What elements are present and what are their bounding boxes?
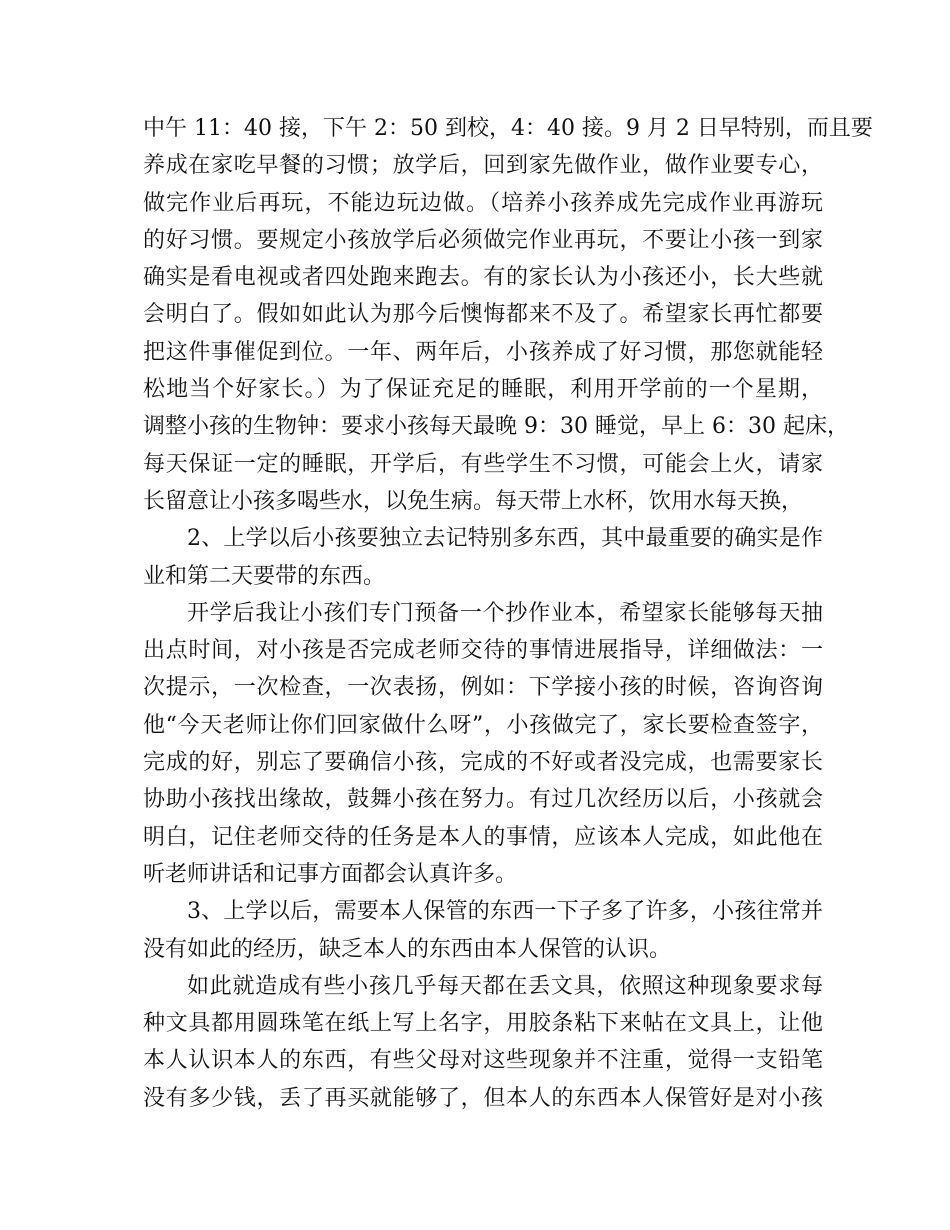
text-line: 本人认识本人的东西，有些父母对这些现象并不注重，觉得一支铅笔 — [143, 1048, 823, 1074]
text-line: 如此就造成有些小孩几乎每天都在丢文具，依照这种现象要求每 — [187, 973, 823, 999]
text-line: 种文具都用圆珠笔在纸上写上名字，用胶条粘下来帖在文具上，让他 — [143, 1011, 823, 1037]
text-line: 松地当个好家长。）为了保证充足的睡眠，利用开学前的一个星期， — [143, 377, 823, 403]
text-line: 养成在家吃早餐的习惯；放学后，回到家先做作业，做作业要专心， — [143, 153, 823, 179]
text-line: 听老师讲话和记事方面都会认真许多。 — [143, 861, 518, 887]
text-line: 次提示，一次检查，一次表扬，例如：下学接小孩的时候，咨询咨询 — [143, 675, 823, 701]
text-line: 没有多少钱，丢了再买就能够了，但本人的东西本人保管好是对小孩 — [143, 1085, 823, 1111]
text-line: 开学后我让小孩们专门预备一个抄作业本，希望家长能够每天抽 — [187, 600, 823, 626]
text-line: 2、上学以后小孩要独立去记特别多东西，其中最重要的确实是作 — [187, 526, 823, 552]
text-line: 出点时间，对小孩是否完成老师交待的事情进展指导，详细做法：一 — [143, 638, 823, 664]
text-line: 把这件事催促到位。一年、两年后，小孩养成了好习惯，那您就能轻 — [143, 339, 823, 365]
text-line: 中午 11：40 接，下午 2：50 到校，4：40 接。9 月 2 日早特别，而且要 — [143, 116, 873, 141]
text-line: 他“今天老师让你们回家做什么呀”，小孩做完了，家长要检查签字， — [143, 712, 823, 738]
text-line: 没有如此的经历，缺乏本人的东西由本人保管的认识。 — [143, 936, 672, 962]
text-line: 的好习惯。要规定小孩放学后必须做完作业再玩，不要让小孩一到家 — [143, 227, 823, 253]
text-line: 完成的好，别忘了要确信小孩，完成的不好或者没完成，也需要家长 — [143, 750, 823, 776]
text-line: 调整小孩的生物钟：要求小孩每天最晚 9：30 睡觉，早上 6：30 起床， — [143, 414, 849, 440]
text-line: 每天保证一定的睡眠，开学后，有些学生不习惯，可能会上火，请家 — [143, 451, 823, 477]
text-line: 协助小孩找出缘故，鼓舞小孩在努力。有过几次经历以后，小孩就会 — [143, 787, 823, 813]
body-text — [143, 110, 873, 1117]
text-line: 会明白了。假如如此认为那今后懊悔都来不及了。希望家长再忙都要 — [143, 302, 823, 328]
text-line: 3、上学以后，需要本人保管的东西一下子多了许多，小孩往常并 — [187, 899, 823, 925]
text-line: 做完作业后再玩，不能边玩边做。（培养小孩养成先完成作业再游玩 — [143, 190, 823, 216]
text-line: 长留意让小孩多喝些水，以免生病。每天带上水杯，饮用水每天换， — [143, 488, 804, 514]
text-line: 确实是看电视或者四处跑来跑去。有的家长认为小孩还小，长大些就 — [143, 265, 823, 291]
text-line: 业和第二天要带的东西。 — [143, 563, 386, 589]
text-line: 明白，记住老师交待的任务是本人的事情，应该本人完成，如此他在 — [143, 824, 823, 850]
